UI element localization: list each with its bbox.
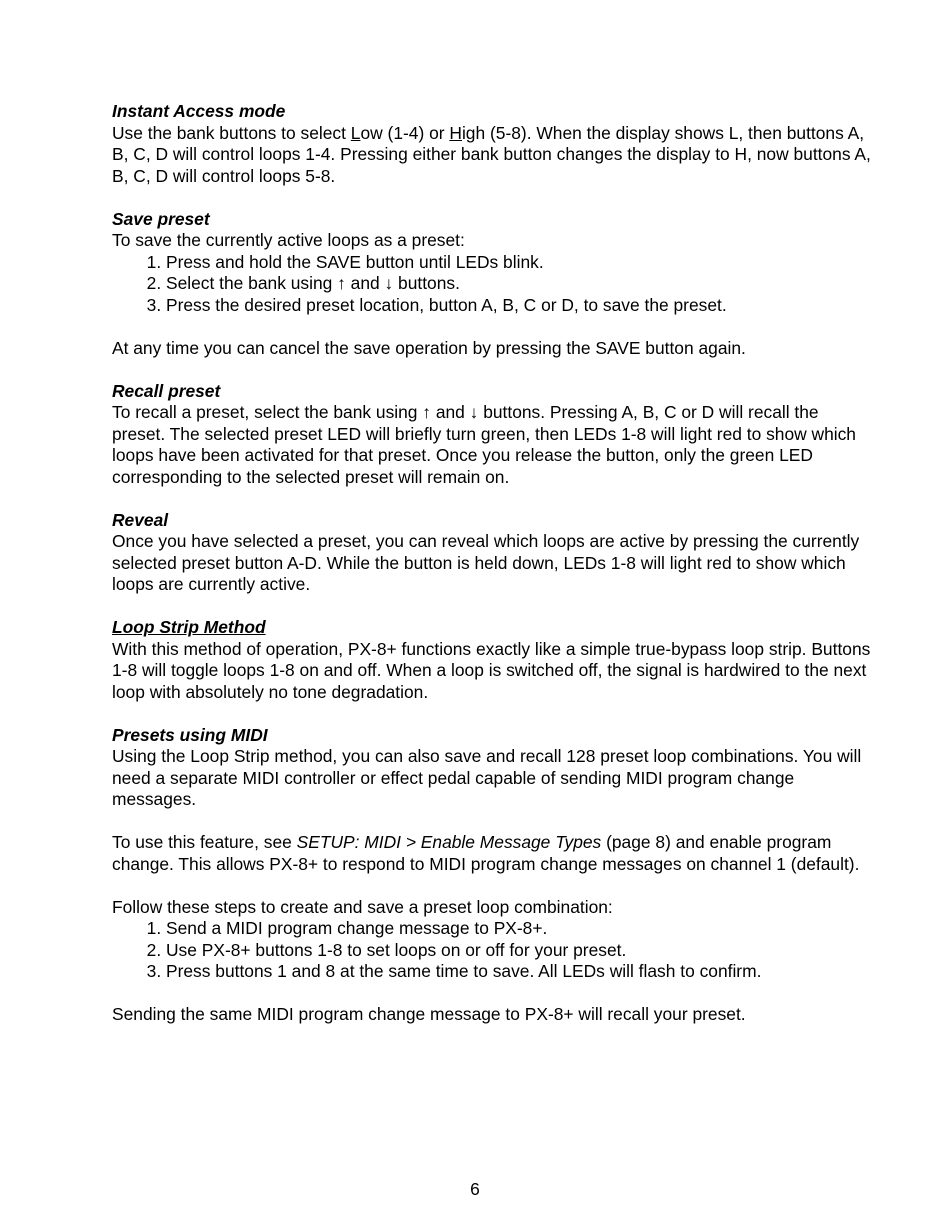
instant-access-text-a: Use the bank buttons to select: [112, 122, 351, 143]
cancel-note-section: [112, 338, 872, 360]
midi-setup-text-a: To use this feature, see: [112, 832, 297, 852]
loop-strip-paragraph: With this method of operation, PX-8+ functions exactly like a simple true-bypass loop strip. Buttons 1-8 will toggle loops 1-8 on and off. When a loop is switched off, the signal is hardwired to the next loop with absolutely no tone degradation.: [112, 638, 871, 702]
loop-strip-section: [112, 617, 872, 703]
instant-access-text-c: igh (5-8). When the display shows L, then buttons A, B, C, D will control loops 1-4. Pressing either bank button changes the display to H, now buttons A, B, C, D will control loops 5-8.: [112, 122, 871, 186]
midi-recall-note: Sending the same MIDI program change message to PX-8+ will recall your preset.: [112, 1004, 746, 1024]
midi-setup-text-b: (page 8) and enable program change. This allows PX-8+ to respond to MIDI program change messages on channel 1 (default).: [112, 832, 860, 874]
page-number: 6: [470, 1179, 480, 1199]
list-item: 1. Send a MIDI program change message to PX-8+.: [166, 918, 872, 940]
recall-preset-heading: Recall preset: [112, 380, 221, 401]
list-item: 3. Press the desired preset location, button A, B, C or D, to save the preset.: [166, 295, 872, 317]
instant-access-text-b: ow (1-4) or: [360, 122, 450, 143]
save-preset-heading: Save preset: [112, 208, 210, 229]
presets-midi-section: [112, 725, 872, 811]
recall-preset-section: [112, 381, 872, 489]
recall-preset-paragraph: To recall a preset, select the bank using ↑ and ↓ buttons. Pressing A, B, C or D will recall the preset. The selected preset LED will briefly turn green, then LEDs 1-8 will light red to show which loops have been activated for that preset. Once you release the button, only the green LED corresponding to the selected preset will remain on.: [112, 402, 856, 487]
midi-setup-section: [112, 832, 872, 875]
list-item: 3. Press buttons 1 and 8 at the same time to save. All LEDs will flash to confirm.: [166, 961, 872, 983]
list-item: 2. Use PX-8+ buttons 1-8 to set loops on or off for your preset.: [166, 940, 872, 962]
document-page: [112, 101, 872, 1047]
save-preset-steps: [112, 252, 872, 317]
reveal-heading: Reveal: [112, 509, 169, 530]
instant-access-paragraph: [112, 123, 872, 188]
midi-steps-list: [112, 918, 872, 983]
list-item: 1. Press and hold the SAVE button until LEDs blink.: [166, 252, 872, 274]
reveal-paragraph: Once you have selected a preset, you can reveal which loops are active by pressing the currently selected preset button A-D. While the button is held down, LEDs 1-8 will light red to show which loops are currently active.: [112, 531, 860, 594]
save-preset-section: [112, 209, 872, 317]
reveal-section: [112, 510, 872, 596]
setup-reference: SETUP: MIDI > Enable Message Types: [296, 832, 602, 852]
presets-midi-heading: Presets using MIDI: [112, 724, 268, 745]
midi-recall-section: [112, 1004, 872, 1026]
low-letter: L: [350, 122, 361, 143]
instant-access-section: [112, 101, 872, 187]
high-letter: H: [449, 122, 462, 143]
midi-setup-paragraph: [112, 832, 872, 875]
cancel-note: At any time you can cancel the save operation by pressing the SAVE button again.: [112, 337, 746, 358]
list-item: 2. Select the bank using ↑ and ↓ buttons.: [166, 273, 872, 295]
instant-access-heading: Instant Access mode: [112, 101, 286, 121]
midi-steps-intro: Follow these steps to create and save a preset loop combination:: [112, 896, 613, 917]
loop-strip-heading: Loop Strip Method: [112, 617, 266, 637]
midi-steps-section: [112, 897, 872, 983]
save-preset-intro: To save the currently active loops as a preset:: [112, 230, 465, 250]
presets-midi-paragraph: Using the Loop Strip method, you can also save and recall 128 preset loop combinations. You will need a separate MIDI controller or effect pedal capable of sending MIDI program change messages.: [112, 746, 862, 809]
